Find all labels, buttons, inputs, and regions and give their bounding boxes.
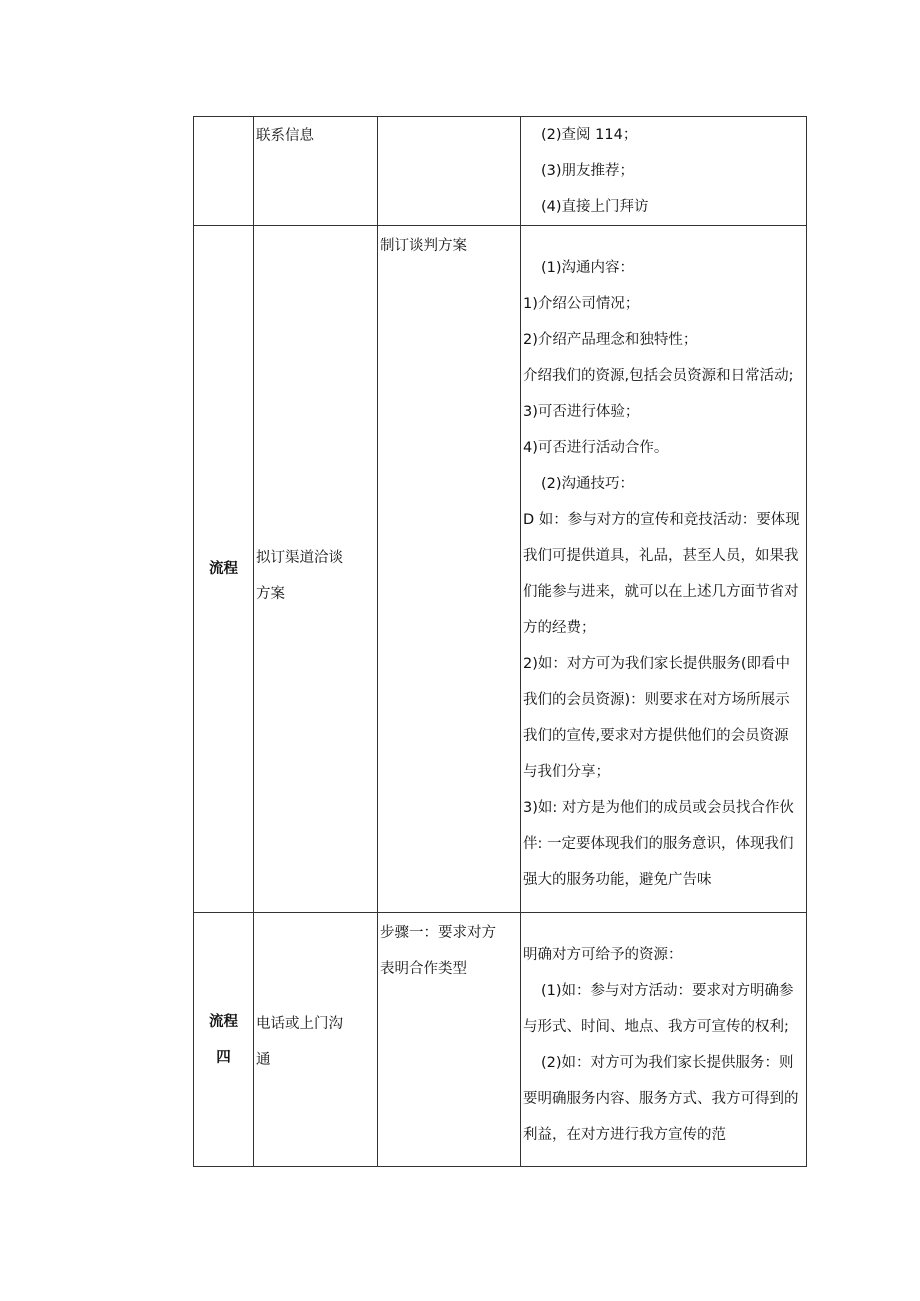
content-line: 伴: 一定要体现我们的服务意识，体现我们 [523,836,794,852]
content-line: 方的经费； [523,620,596,636]
content-cell [521,913,807,1167]
stage-cell [194,226,254,913]
stage-label: 四 [216,1049,231,1066]
content-line: 1)介绍公司情况； [523,296,640,312]
step-text: 步骤一：要求对方 [380,925,496,941]
task-cell [254,913,378,1167]
stage-cell [194,913,254,1167]
content-line: 2)介绍产品理念和独特性； [523,332,698,348]
content-line: 强大的服务功能，避免广告味 [523,872,712,888]
content-line: (4)直接上门拜访 [541,199,649,215]
document-table [193,116,807,1167]
content-line: (3)朋友推荐； [541,163,635,179]
content-line: 与我们分享； [523,764,610,780]
step-cell [378,226,521,913]
content-cell [521,117,807,226]
stage-label: 流程 [209,1013,238,1030]
content-line: 介绍我们的资源,包括会员资源和日常活动; [523,368,794,384]
content-line: (2)如：对方可为我们家长提供服务：则 [541,1055,794,1071]
content-line: 与形式、时间、地点、我方可宣传的权利; [523,1019,789,1035]
step-text: 表明合作类型 [380,961,467,977]
task-cell [254,226,378,913]
step-cell [378,117,521,226]
content-line: 4)可否进行活动合作。 [523,440,669,456]
table-row [194,913,807,1167]
content-line: 我们的会员资源)：则要求在对方场所展示 [523,692,790,708]
task-text: 通 [256,1051,271,1068]
content-line: 我们的宣传,要求对方提供他们的会员资源 [523,728,789,744]
content-line: 们能参与进来，就可以在上述几方面节省对 [523,584,799,600]
content-line: 明确对方可给予的资源： [523,947,683,963]
content-line: (1)沟通内容： [541,260,635,276]
task-text: 电话或上门沟 [256,1015,343,1032]
content-line: D 如：参与对方的宣传和竞技活动：要体现 [523,512,800,528]
stage-cell [194,117,254,226]
task-text: 拟订渠道洽谈 [256,550,343,566]
content-line: 要明确服务内容、服务方式、我方可得到的 [523,1091,799,1107]
content-line: 我们可提供道具，礼品，甚至人员，如果我 [523,548,799,564]
task-text: 联系信息 [256,128,314,144]
task-cell [254,117,378,226]
stage-label: 流程 [209,561,238,577]
content-line: 利益，在对方进行我方宣传的范 [523,1127,726,1143]
content-line: (1)如：参与对方活动：要求对方明确参 [541,983,794,999]
content-line: (2)查阅 114； [541,127,638,143]
table-row [194,117,807,226]
content-line: 2)如：对方可为我们家长提供服务(即看中 [523,656,791,672]
table-row [194,226,807,913]
step-cell [378,913,521,1167]
content-cell [521,226,807,913]
step-text: 制订谈判方案 [380,238,467,254]
content-line: (2)沟通技巧： [541,476,635,492]
content-line: 3)可否进行体验； [523,404,640,420]
content-line: 3)如: 对方是为他们的成员或会员找合作伙 [523,800,794,816]
task-text: 方案 [256,586,285,602]
